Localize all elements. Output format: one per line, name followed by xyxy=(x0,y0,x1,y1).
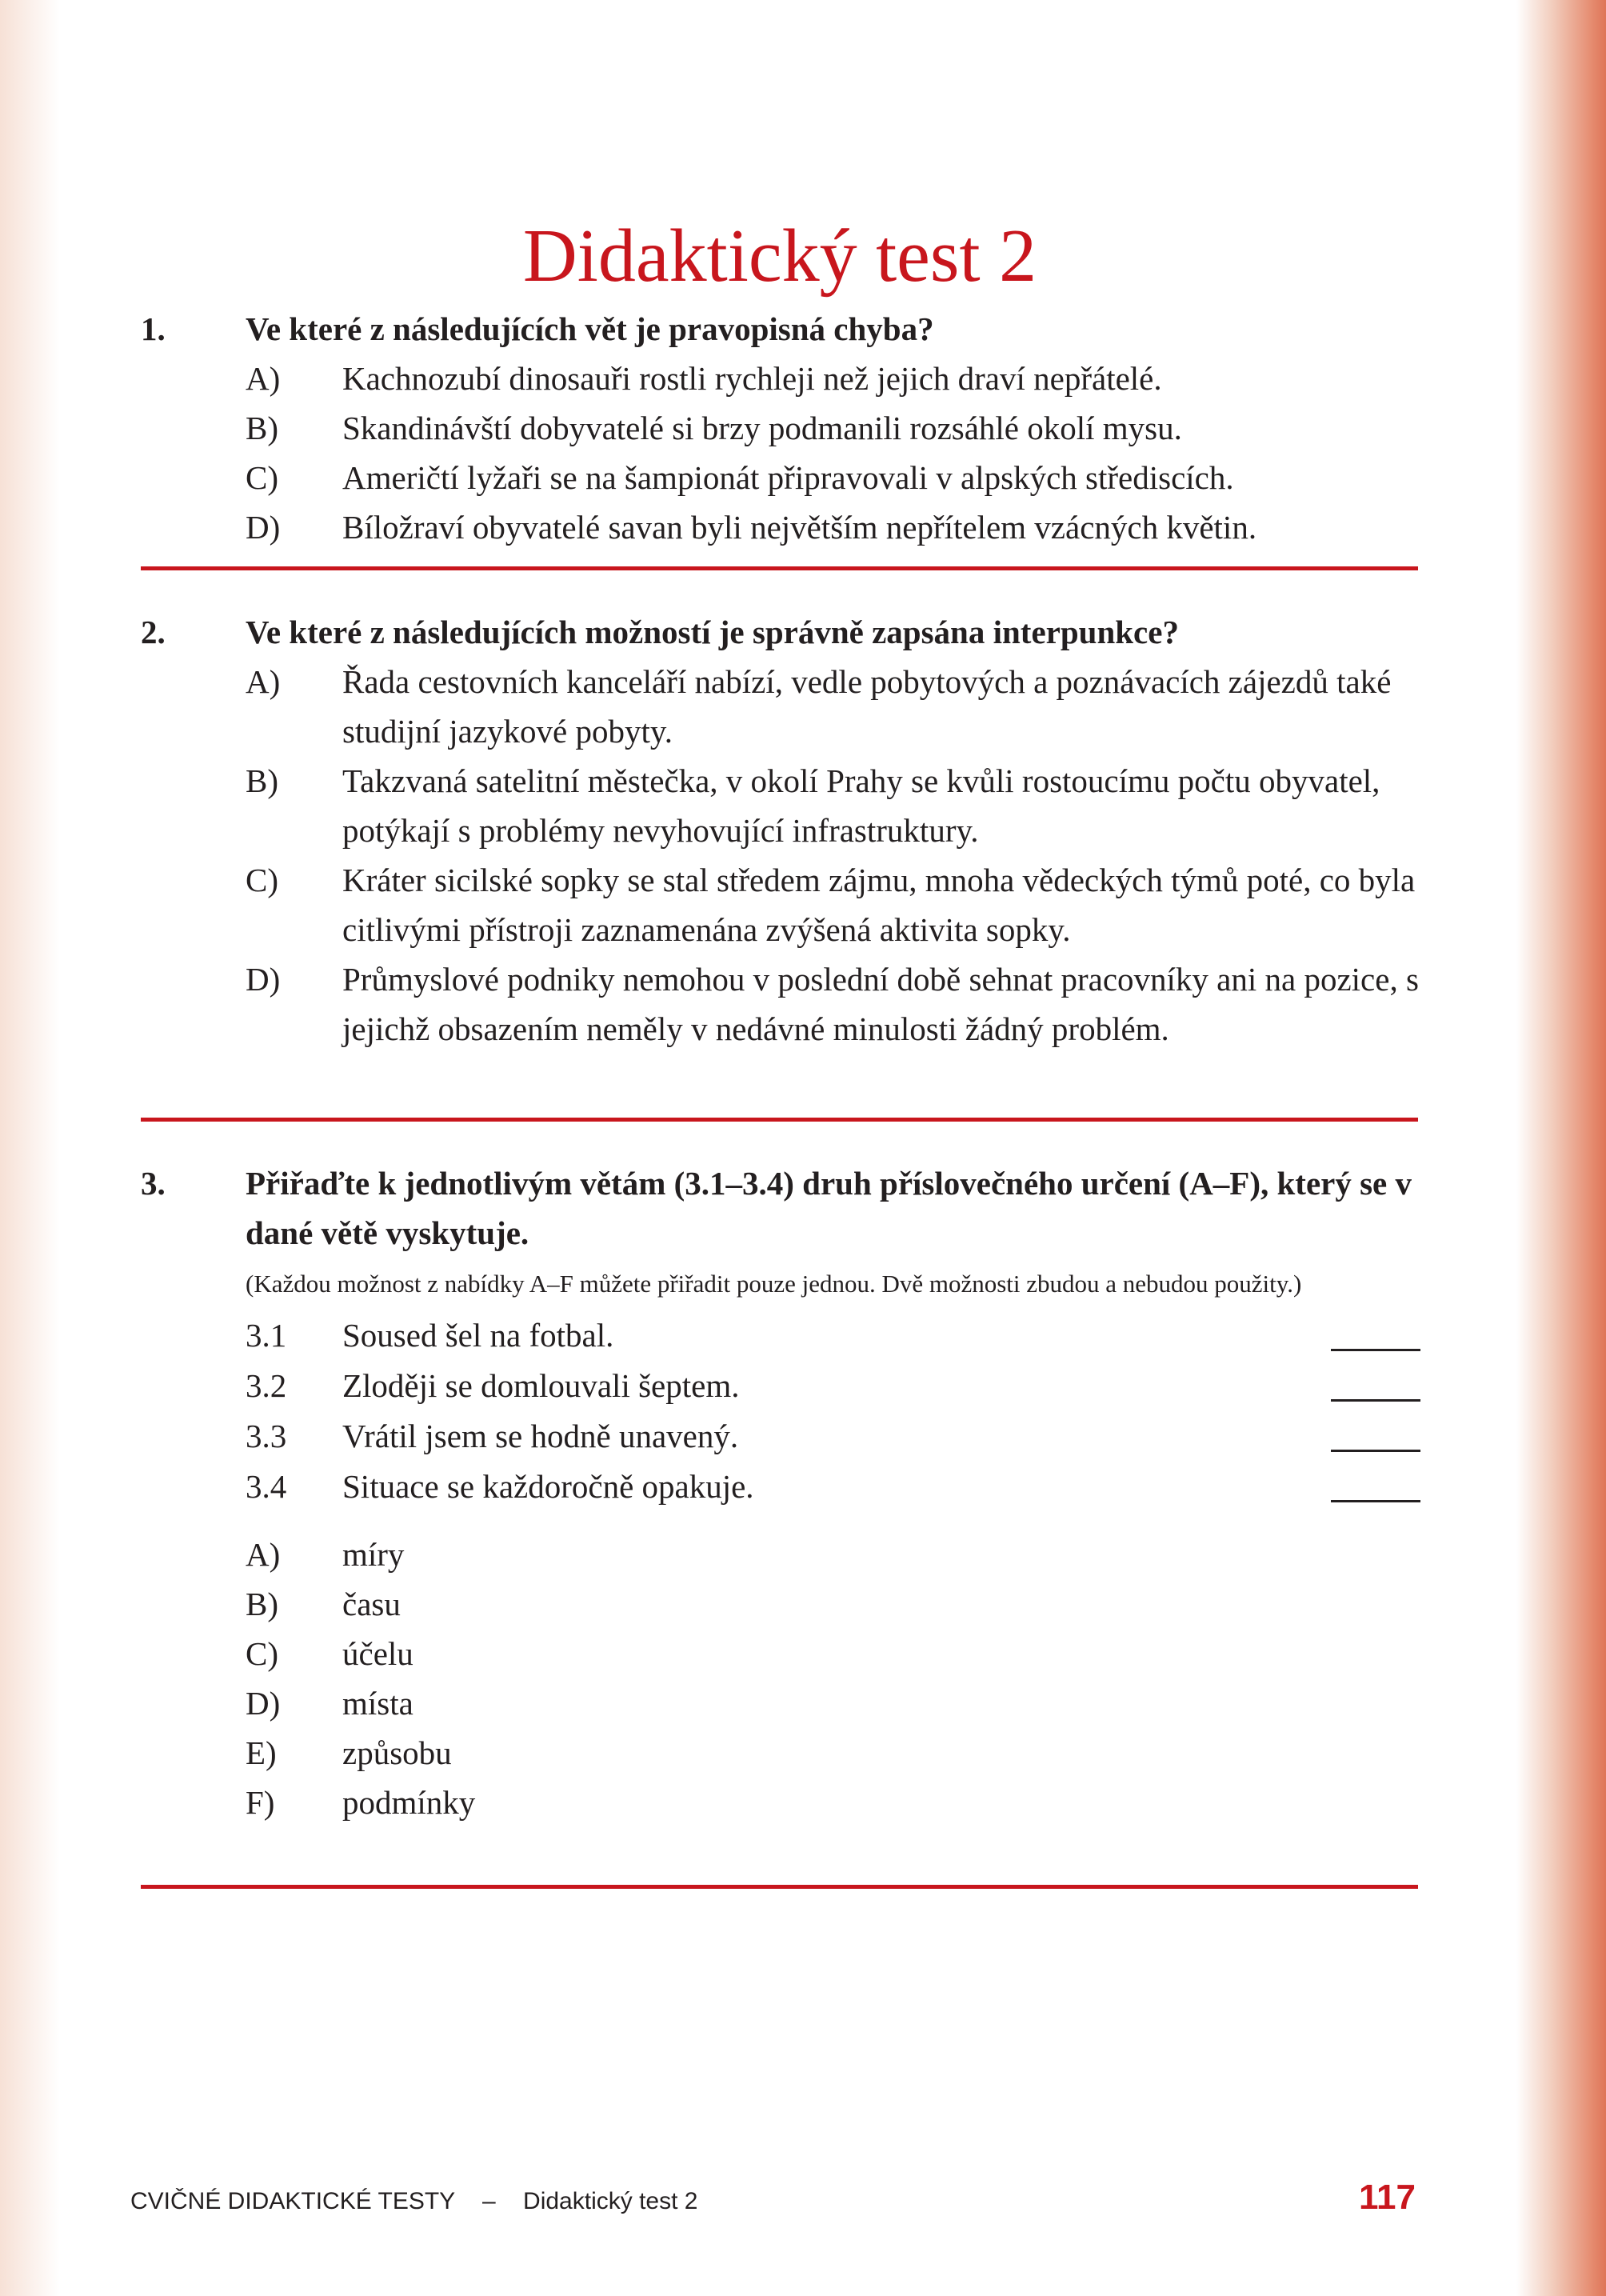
option-letter: D) xyxy=(246,1685,281,1722)
section-divider xyxy=(141,1118,1418,1122)
page-footer xyxy=(130,2188,697,2215)
option-text: Skandinávští dobyvatelé si brzy podmanili rozsáhlé okolí mysu. xyxy=(342,410,1182,446)
question-prompt: Přiřaďte k jednotlivým větám (3.1–3.4) druh příslovečného určení (A–F), který se v dané větě vyskytuje. xyxy=(246,1165,1412,1251)
question-prompt: Ve které z následujících vět je pravopisná chyba? xyxy=(246,310,934,347)
matching-option-f xyxy=(246,1778,1420,1827)
page-title: Didaktický test 2 xyxy=(522,214,1037,298)
question-3 xyxy=(141,1158,1420,1827)
option-text: způsobu xyxy=(342,1734,452,1771)
matching-option-b xyxy=(246,1579,1420,1629)
item-number: 3.3 xyxy=(246,1418,287,1454)
question-header xyxy=(141,304,1420,354)
answer-option-a[interactable] xyxy=(246,657,1420,756)
page-edge-right-decoration xyxy=(1516,0,1606,2296)
question-1 xyxy=(141,304,1420,552)
answer-option-d[interactable] xyxy=(246,502,1420,552)
answer-option-c[interactable] xyxy=(246,855,1420,954)
answer-blank[interactable] xyxy=(1331,1450,1420,1452)
matching-item-3-3 xyxy=(246,1411,1420,1462)
question-header xyxy=(141,607,1420,657)
page-number: 117 xyxy=(1359,2178,1416,2217)
matching-option-e xyxy=(246,1728,1420,1778)
answer-blank[interactable] xyxy=(1331,1500,1420,1502)
item-text: Vrátil jsem se hodně unavený. xyxy=(342,1418,739,1454)
footer-book-title: CVIČNÉ DIDAKTICKÉ TESTY xyxy=(130,2188,455,2214)
item-text: Zloději se domlouvali šeptem. xyxy=(342,1367,740,1404)
answer-option-a[interactable] xyxy=(246,354,1420,403)
option-text: Řada cestovních kanceláří nabízí, vedle pobytových a poznávacích zájezdů také studijní jazykové pobyty. xyxy=(342,663,1392,750)
question-instructions: (Každou možnost z nabídky A–F můžete přiřadit pouze jednou. Dvě možnosti zbudou a nebudou použity.) xyxy=(246,1270,1302,1298)
option-letter: F) xyxy=(246,1784,275,1821)
option-letter: C) xyxy=(246,862,278,898)
option-letter: D) xyxy=(246,961,281,998)
option-text: Kachnozubí dinosauři rostli rychleji než jejich draví nepřátelé. xyxy=(342,360,1162,397)
option-text: místa xyxy=(342,1685,413,1722)
option-text: Američtí lyžaři se na šampionát připravovali v alpských střediscích. xyxy=(342,459,1234,496)
matching-option-d xyxy=(246,1678,1420,1728)
option-letter: D) xyxy=(246,509,281,546)
matching-option-c xyxy=(246,1629,1420,1678)
item-number: 3.4 xyxy=(246,1468,287,1505)
option-letter: A) xyxy=(246,1536,281,1573)
option-letter: B) xyxy=(246,1586,278,1622)
option-text: Bíložraví obyvatelé savan byli největším nepřítelem vzácných květin. xyxy=(342,509,1257,546)
answer-option-c[interactable] xyxy=(246,453,1420,502)
option-text: Průmyslové podniky nemohou v poslední době sehnat pracovníky ani na pozice, s jejichž obsazením neměly v nedávné minulosti žádný problém. xyxy=(342,961,1419,1047)
option-letter: C) xyxy=(246,1635,278,1672)
item-number: 3.1 xyxy=(246,1317,287,1354)
option-letter: B) xyxy=(246,410,278,446)
matching-item-3-2 xyxy=(246,1361,1420,1411)
question-number: 2. xyxy=(141,614,166,650)
item-number: 3.2 xyxy=(246,1367,287,1404)
answer-option-d[interactable] xyxy=(246,954,1420,1054)
section-divider xyxy=(141,566,1418,570)
option-text: míry xyxy=(342,1536,405,1573)
question-number: 3. xyxy=(141,1165,166,1202)
option-letter: A) xyxy=(246,663,281,700)
footer-separator: – xyxy=(482,2188,496,2214)
item-text: Soused šel na fotbal. xyxy=(342,1317,614,1354)
option-text: Takzvaná satelitní městečka, v okolí Prahy se kvůli rostoucímu počtu obyvatel, potýkají s problémy nevyhovující infrastruktury. xyxy=(342,762,1380,849)
option-text: účelu xyxy=(342,1635,413,1672)
answer-option-b[interactable] xyxy=(246,403,1420,453)
question-number: 1. xyxy=(141,310,166,347)
item-text: Situace se každoročně opakuje. xyxy=(342,1468,754,1505)
question-prompt: Ve které z následujících možností je správně zapsána interpunkce? xyxy=(246,614,1179,650)
option-letter: E) xyxy=(246,1734,277,1771)
option-text: Kráter sicilské sopky se stal středem zájmu, mnoha vědeckých týmů poté, co byla citlivými přístroji zaznamenána zvýšená aktivita sopky. xyxy=(342,862,1416,948)
option-letter: B) xyxy=(246,762,278,799)
section-divider xyxy=(141,1885,1418,1889)
answer-option-b[interactable] xyxy=(246,756,1420,855)
option-letter: C) xyxy=(246,459,278,496)
matching-option-a xyxy=(246,1530,1420,1579)
question-2 xyxy=(141,607,1420,1054)
matching-item-3-4 xyxy=(246,1462,1420,1512)
matching-item-3-1 xyxy=(246,1310,1420,1361)
page-edge-left-decoration xyxy=(0,0,60,2296)
footer-section-title: Didaktický test 2 xyxy=(523,2188,698,2214)
answer-blank[interactable] xyxy=(1331,1349,1420,1351)
option-text: času xyxy=(342,1586,401,1622)
answer-blank[interactable] xyxy=(1331,1399,1420,1402)
option-letter: A) xyxy=(246,360,281,397)
question-header xyxy=(141,1158,1420,1258)
option-text: podmínky xyxy=(342,1784,476,1821)
